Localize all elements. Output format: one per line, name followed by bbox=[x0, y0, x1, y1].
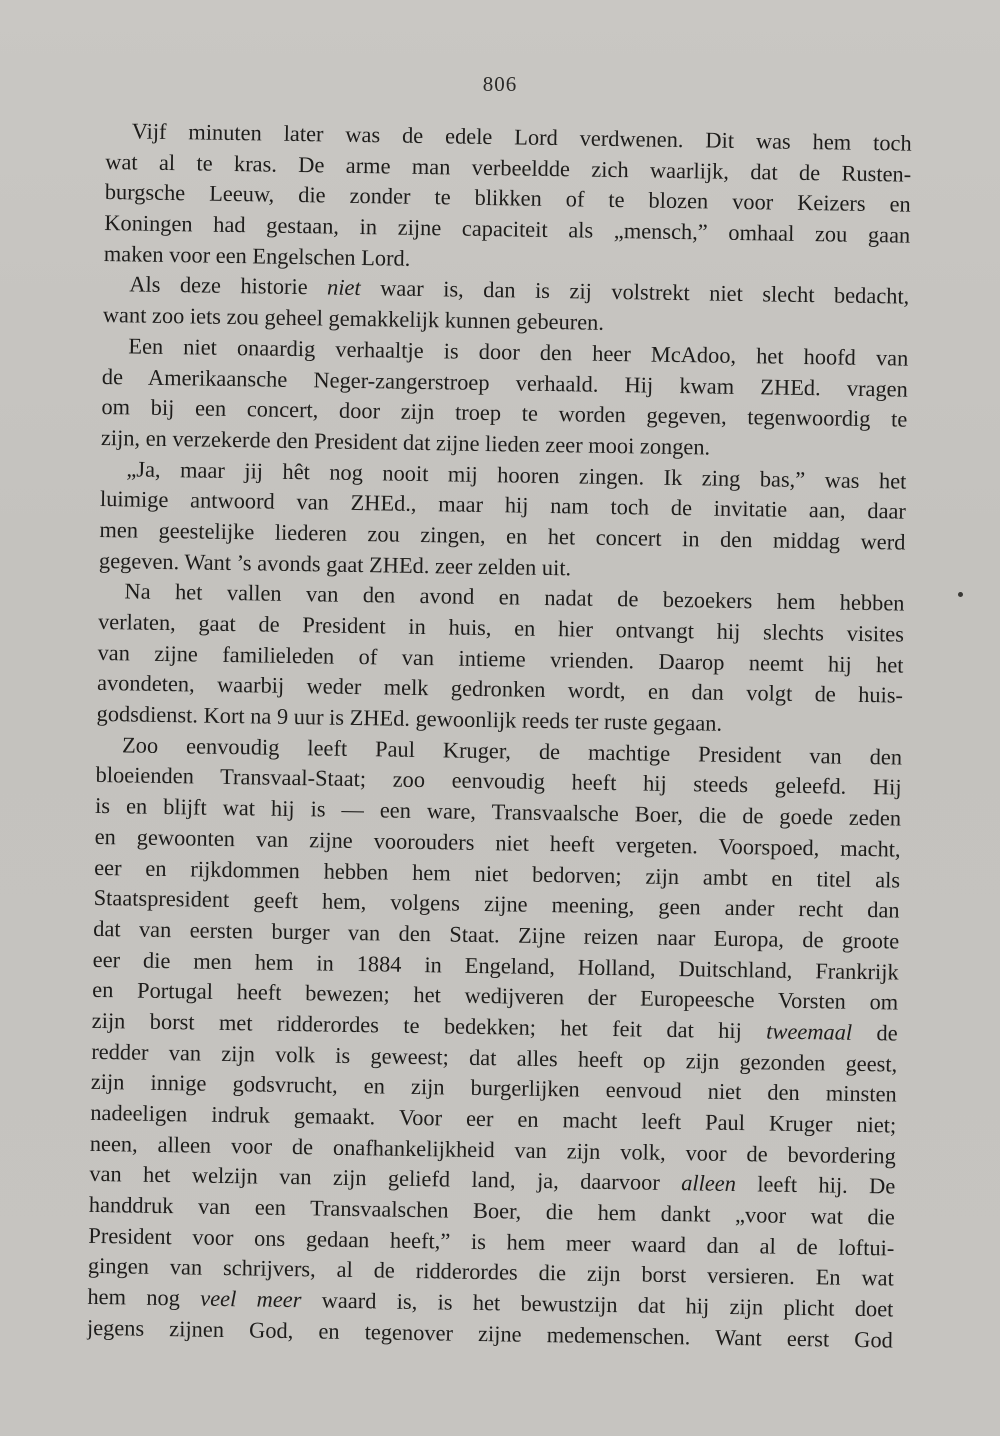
text-line: zijn borst met ridderordes te bedekken; het feit dat hij tweemaal de bbox=[91, 1007, 898, 1046]
text-line: om bij een concert, door zijn troep te worden gegeven, tegenwoordig te bbox=[101, 394, 908, 432]
text-line: bloeienden Transvaal-Staat; zoo eenvoudig heeft hij steeds geleefd. Hij bbox=[95, 762, 902, 801]
text-line: Vijf minuten later was de edele Lord verdwenen. Dit was hem toch bbox=[131, 118, 912, 156]
text-line: is en blijft wat hij is — een ware, Transvaalsche Boer, die de goede zeden bbox=[94, 793, 902, 831]
text-line: jegens zijnen God, en tegenover zijne medemenschen. Want eerst God bbox=[86, 1314, 894, 1353]
text-line: Na het vallen van den avond en nadat de bezoekers hem hebben bbox=[124, 578, 905, 616]
text-line: handdruk van een Transvaalschen Boer, die hem dankt „voor wat die bbox=[88, 1191, 895, 1230]
text-line: „Ja, maar jij hêt nog nooit mij hooren zingen. Ik zing bas,” was het bbox=[126, 455, 907, 494]
text-line: Koningen had gestaan, in zijne capaciteit als „mensch,” omhaal zou gaan bbox=[104, 210, 911, 248]
text-line: burgsche Leeuw, die zonder te blikken of te blozen voor Keizers en bbox=[104, 179, 911, 218]
text-line: gingen van schrijvers, al de ridderordes die zijn borst versieren. En wat bbox=[87, 1253, 895, 1291]
italic-emphasis: niet bbox=[326, 274, 361, 301]
text-line: zijn, en verzekerde den President dat zijne lieden zeer mooi zongen. bbox=[100, 424, 711, 460]
text-line: dat van eersten burger van den Staat. Zijne reizen naar Europa, de groote bbox=[93, 915, 900, 954]
text-line: wat al te kras. De arme man verbeeldde zich waarlijk, dat de Rusten- bbox=[105, 148, 912, 187]
text-line: eer die men hem in 1884 in Engeland, Holland, Duitschland, Frankrijk bbox=[92, 946, 899, 985]
text-line: nadeeligen indruk gemaakt. Voor eer en macht leeft Paul Kruger niet; bbox=[90, 1099, 897, 1138]
text-line: en gewoonten van zijne voorouders niet heeft vergeten. Voorspoed, macht, bbox=[94, 823, 901, 862]
text-line: Zoo eenvoudig leeft Paul Kruger, de machtige President van den bbox=[121, 732, 903, 770]
text-line: maken voor een Engelschen Lord. bbox=[103, 240, 411, 271]
italic-emphasis: tweemaal bbox=[766, 1018, 853, 1045]
text-line: verlaten, gaat de President in huis, en hier ontvangt hij slechts visites bbox=[97, 608, 905, 647]
text-line: President voor ons gedaan heeft,” is hem meer waard dan al de loftui- bbox=[88, 1222, 895, 1261]
ink-speck bbox=[958, 592, 963, 597]
text-line: avondeten, waarbij weder melk gedronken wordt, en dan volgt de huis- bbox=[96, 670, 904, 708]
text-line: de Amerikaansche Neger-zangerstroep verhaald. Hij kwam ZHEd. vragen bbox=[101, 363, 909, 402]
page-number: 806 bbox=[482, 72, 518, 96]
text-line: eer en rijkdommen hebben hem niet bedorven; zijn ambt en titel als bbox=[94, 854, 901, 893]
text-line: want zoo iets zou geheel gemakkelijk kunnen gebeuren. bbox=[102, 302, 605, 335]
body-text bbox=[87, 116, 912, 1356]
text-line: gegeven. Want ’s avonds gaat ZHEd. zeer zelden uit. bbox=[98, 547, 572, 580]
text-line: godsdienst. Kort na 9 uur is ZHEd. gewoonlijk reeds ter ruste gegaan. bbox=[96, 700, 723, 736]
text-line: van zijne familieleden of van intieme vrienden. Daarop neemt hij het bbox=[97, 639, 904, 678]
text-line: redder van zijn volk is geweest; dat alles heeft op zijn gezonden geest, bbox=[91, 1038, 898, 1077]
text-line: Een niet onaardig verhaaltje is door den heer McAdoo, het hoofd van bbox=[128, 333, 909, 371]
text-line: en Portugal heeft bewezen; het wedijveren der Europeesche Vorsten om bbox=[92, 977, 899, 1015]
text-line: luimige antwoord van ZHEd., maar hij nam toch de invitatie aan, daar bbox=[99, 486, 907, 524]
italic-emphasis: alleen bbox=[681, 1170, 737, 1197]
italic-emphasis: veel meer bbox=[200, 1285, 302, 1313]
text-line: hem nog veel meer waard is, is het bewustzijn dat hij zijn plicht doet bbox=[87, 1283, 894, 1322]
text-line: men geestelijke liederen zou zingen, en het concert in den middag werd bbox=[99, 516, 906, 555]
text-line: neen, alleen voor de onafhankelijkheid van zijn volk, voor de bevordering bbox=[89, 1130, 896, 1169]
text-line: Staatspresident geeft hem, volgens zijne meening, geen ander recht dan bbox=[93, 885, 900, 923]
text-line: van het welzijn van zijn geliefd land, ja, daarvoor alleen leeft hij. De bbox=[89, 1161, 896, 1199]
text-line: Als deze historie niet waar is, dan is zij volstrekt niet slecht bedacht, bbox=[129, 271, 910, 310]
text-line: zijn innige godsvrucht, en zijn burgerlijken eenvoud niet den minsten bbox=[90, 1069, 897, 1107]
